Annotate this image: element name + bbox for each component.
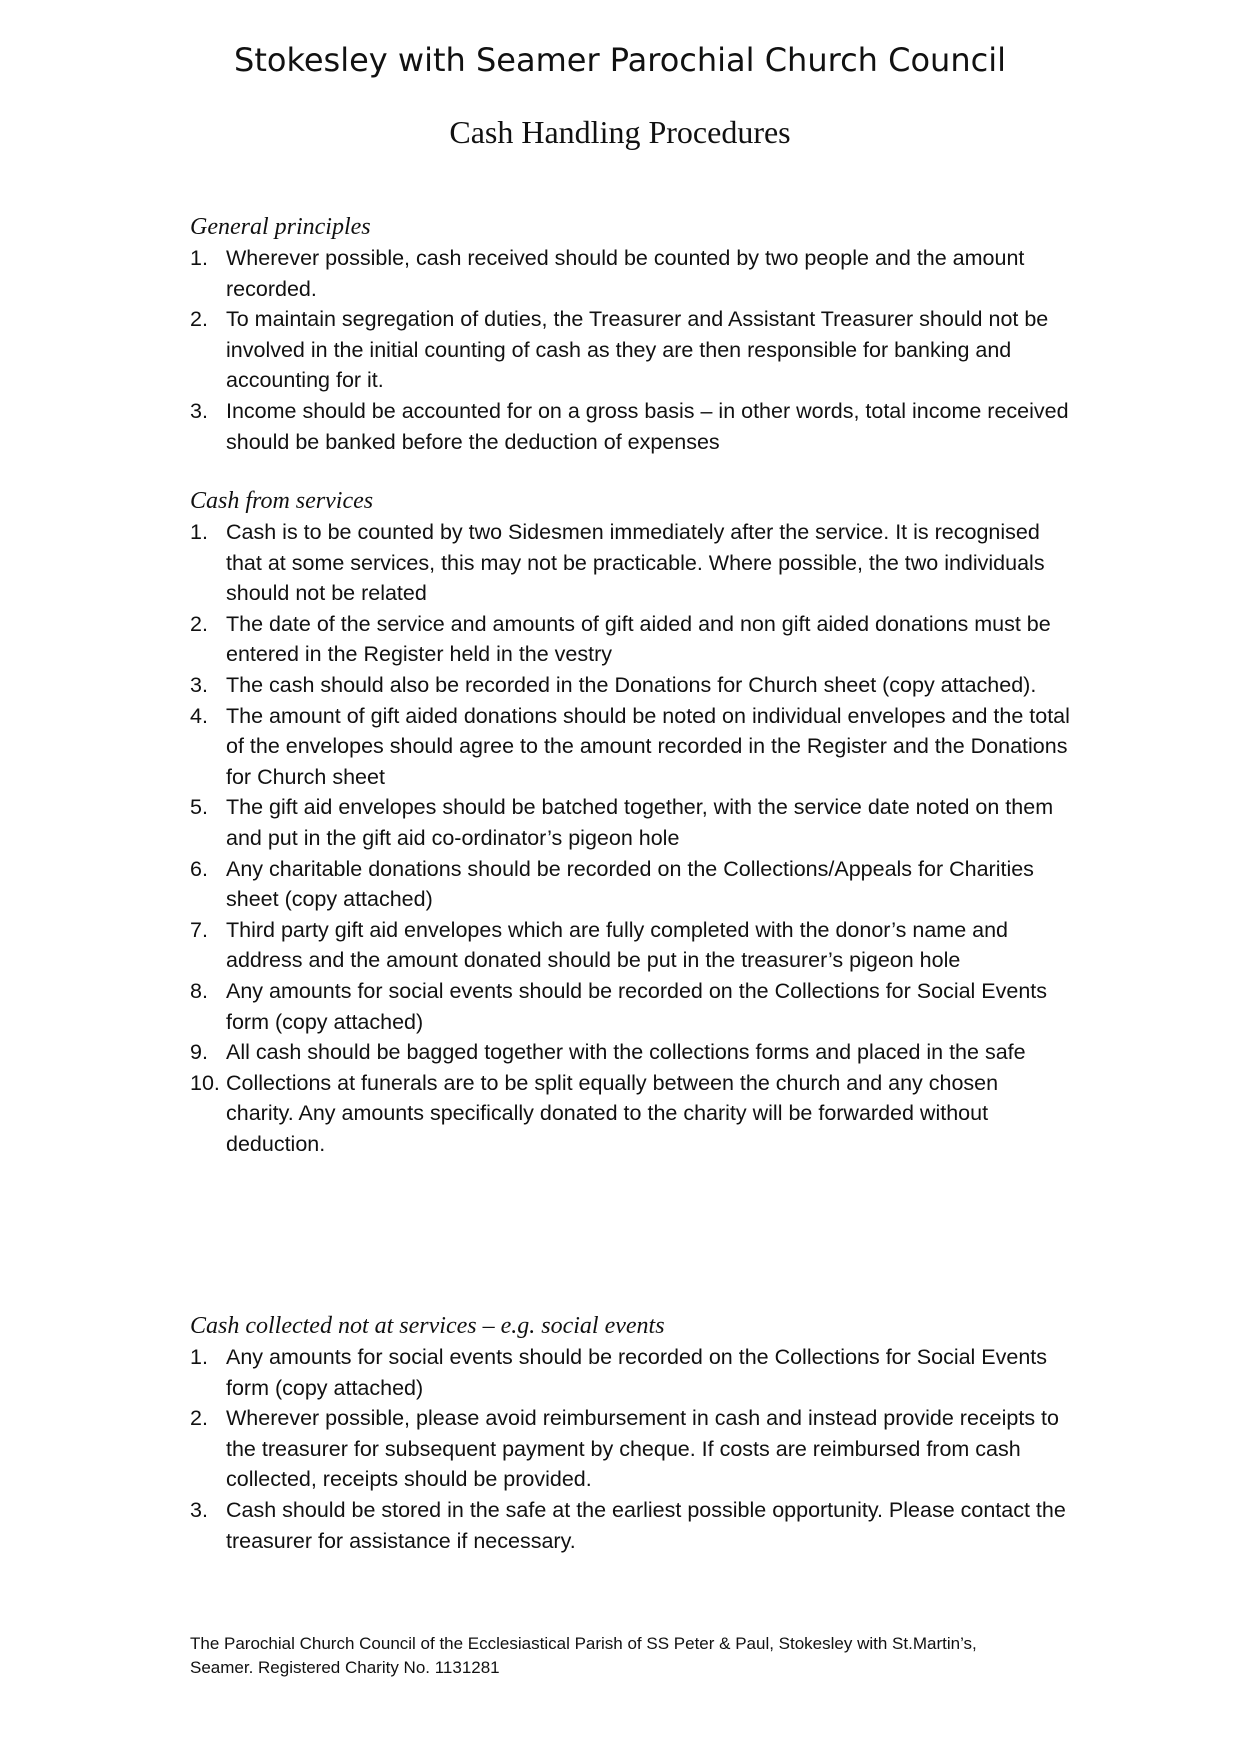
item-text: Collections at funerals are to be split equally between the church and any chosen charity. Any amounts specifically donated to the charity will be forwarded without deduction. <box>226 1070 999 1156</box>
item-number: 3. <box>190 672 208 697</box>
item-text: The cash should also be recorded in the Donations for Church sheet (copy attached). <box>226 672 1037 697</box>
item-text: Any amounts for social events should be recorded on the Collections for Social Events form (copy attached) <box>226 978 1048 1034</box>
list-item <box>190 304 1070 396</box>
document-title: Stokesley with Seamer Parochial Church Council <box>234 41 1006 79</box>
item-text: The gift aid envelopes should be batched together, with the service date noted on them and put in the gift aid co-ordinator’s pigeon hole <box>226 795 1054 850</box>
list-item <box>190 243 1070 304</box>
item-number: 7. <box>190 917 208 942</box>
item-number: 1. <box>190 246 208 270</box>
item-text: All cash should be bagged together with the collections forms and placed in the safe <box>226 1040 1026 1065</box>
item-text: Cash should be stored in the safe at the earliest possible opportunity. Please contact the treasurer for assistance if necessary. <box>226 1497 1066 1553</box>
list-item <box>190 854 1070 915</box>
list-item <box>190 976 1070 1037</box>
list-item <box>190 670 1070 701</box>
numbered-list <box>190 243 1070 457</box>
numbered-list <box>190 1342 1070 1556</box>
item-number: 6. <box>190 856 208 881</box>
item-number: 2. <box>190 307 208 332</box>
item-number: 1. <box>190 520 208 544</box>
item-text: Cash is to be counted by two Sidesmen immediately after the service. It is recognised that at some services, this may not be practicable. Where possible, the two individuals should not be related <box>226 520 1045 606</box>
item-text: Wherever possible, cash received should be counted by two people and the amount recorded. <box>226 246 1025 301</box>
list-item <box>190 396 1070 457</box>
item-number: 8. <box>190 978 208 1003</box>
item-text: The date of the service and amounts of gift aided and non gift aided donations must be entered in the Register held in the vestry <box>226 611 1051 667</box>
document-subtitle: Cash Handling Procedures <box>449 114 791 150</box>
list-item <box>190 517 1070 609</box>
section-heading: General principles <box>190 214 371 240</box>
item-text: Third party gift aid envelopes which are fully completed with the donor’s name and address and the amount donated should be put in the treasurer’s pigeon hole <box>226 917 1008 973</box>
item-number: 5. <box>190 795 208 820</box>
item-text: To maintain segregation of duties, the Treasurer and Assistant Treasurer should not be involved in the initial counting of cash as they are then responsible for banking and accounting for it. <box>226 307 1049 393</box>
list-item <box>190 609 1070 670</box>
item-number: 2. <box>190 1406 208 1431</box>
footer-line: Seamer. Registered Charity No. 1131281 <box>190 1658 500 1677</box>
item-number: 3. <box>190 398 208 423</box>
footer-line: The Parochial Church Council of the Ecclesiastical Parish of SS Peter & Paul, Stokesley with St.Martin’s, <box>190 1634 977 1653</box>
footer-charity-notice <box>190 1632 1090 1680</box>
item-text: Income should be accounted for on a gross basis – in other words, total income received should be banked before the deduction of expenses <box>226 398 1069 454</box>
numbered-list <box>190 517 1070 1159</box>
item-number: 1. <box>190 1345 208 1369</box>
section-cash-from-services <box>190 486 1070 1159</box>
item-text: The amount of gift aided donations should be noted on individual envelopes and the total of the envelopes should agree to the amount recorded in the Register and the Donations for Church sheet <box>226 703 1070 789</box>
section-cash-not-at-services <box>190 1311 1070 1556</box>
section-heading: Cash collected not at services – e.g. social events <box>190 1313 665 1339</box>
list-item <box>190 1068 1070 1160</box>
list-item <box>190 1403 1070 1495</box>
list-item <box>190 1342 1070 1403</box>
item-number: 2. <box>190 611 208 636</box>
section-heading: Cash from services <box>190 488 374 514</box>
item-text: Any amounts for social events should be recorded on the Collections for Social Events form (copy attached) <box>226 1345 1048 1400</box>
item-number: 3. <box>190 1497 208 1522</box>
list-item <box>190 1037 1070 1068</box>
section-general-principles <box>190 212 1070 457</box>
item-text: Any charitable donations should be recorded on the Collections/Appeals for Charities sheet (copy attached) <box>226 856 1034 912</box>
item-number: 4. <box>190 703 208 728</box>
list-item <box>190 792 1070 853</box>
list-item <box>190 701 1070 793</box>
list-item <box>190 1495 1070 1556</box>
item-text: Wherever possible, please avoid reimbursement in cash and instead provide receipts to the treasurer for subsequent payment by cheque. If costs are reimbursed from cash collected, receipts should be provided. <box>226 1406 1059 1492</box>
list-item <box>190 915 1070 976</box>
item-number: 10. <box>190 1070 220 1095</box>
item-number: 9. <box>190 1040 208 1065</box>
